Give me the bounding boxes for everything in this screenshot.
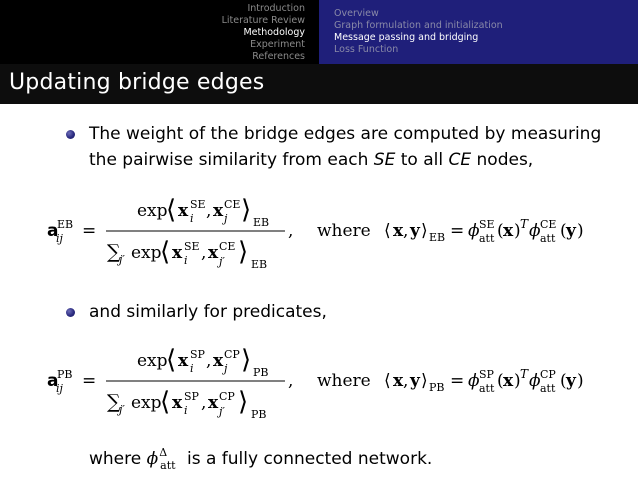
nav-section-introduction[interactable]: Introduction: [247, 3, 305, 14]
svg-text:j′: j′: [219, 255, 225, 268]
svg-text:a: a: [47, 371, 59, 391]
svg-text:EB: EB: [253, 216, 270, 229]
svg-text:CE: CE: [224, 198, 241, 211]
svg-text:y: y: [410, 221, 420, 241]
svg-text:CP: CP: [224, 348, 240, 361]
equation-bridge-predicate: [0, 336, 638, 426]
svg-text:y: y: [566, 371, 576, 391]
svg-text:⟨: ⟨: [384, 221, 391, 241]
svg-text:,: ,: [288, 371, 294, 391]
svg-text:x: x: [393, 371, 404, 391]
svg-text:ϕ: ϕ: [468, 221, 480, 241]
svg-text:x: x: [178, 201, 189, 221]
svg-text:⟩: ⟩: [421, 371, 428, 391]
nav-section-references[interactable]: References: [252, 51, 305, 62]
slide-content: [0, 104, 638, 479]
svg-text:PB: PB: [251, 408, 267, 421]
svg-text:T: T: [520, 367, 529, 381]
svg-text:i: i: [184, 404, 188, 417]
section-nav: [0, 0, 319, 64]
bullet2-text: and similarly for predicates,: [89, 302, 327, 322]
svg-text:ij: ij: [56, 232, 63, 245]
svg-text:⟨: ⟨: [160, 237, 171, 267]
footer-text: where $\phi^\Delta_{att}$ is a fully connected network.: [89, 446, 433, 472]
svg-text:⟩: ⟩: [241, 195, 252, 225]
svg-text:EB: EB: [251, 258, 268, 271]
svg-text:j: j: [224, 362, 228, 375]
svg-text:j: j: [224, 212, 228, 225]
svg-text:(: (: [560, 371, 567, 391]
svg-text:ϕ: ϕ: [468, 371, 480, 391]
svg-text:att: att: [540, 232, 556, 245]
svg-text:ϕ: ϕ: [529, 221, 541, 241]
svg-text:att: att: [479, 382, 495, 395]
svg-text:SP: SP: [184, 390, 199, 403]
svg-text:=: =: [450, 371, 465, 391]
slide-title: Updating bridge edges: [9, 70, 265, 95]
nav-section-experiment[interactable]: Experiment: [250, 39, 305, 50]
svg-text:PB: PB: [253, 366, 269, 379]
svg-text:(: (: [497, 221, 504, 241]
nav-subsection-overview[interactable]: Overview: [334, 8, 379, 19]
svg-text:ϕ: ϕ: [529, 371, 541, 391]
svg-text:): ): [577, 371, 584, 391]
svg-text:y: y: [410, 371, 420, 391]
svg-text:): ): [577, 221, 584, 241]
svg-text:SE: SE: [184, 240, 200, 253]
svg-text:x: x: [208, 393, 219, 413]
svg-text:=: =: [82, 221, 97, 241]
svg-text:x: x: [213, 201, 224, 221]
svg-text:⟨: ⟨: [166, 195, 177, 225]
svg-text:⟩: ⟩: [238, 387, 249, 417]
svg-text:): ): [514, 221, 521, 241]
svg-text:SP: SP: [479, 368, 494, 381]
bullet-icon: [66, 308, 75, 317]
svg-text:∑: ∑: [107, 391, 121, 413]
svg-text:j′: j′: [219, 405, 225, 418]
svg-text:j′: j′: [119, 253, 125, 266]
svg-text:=: =: [82, 371, 97, 391]
svg-text:ij: ij: [56, 382, 63, 395]
svg-text:=: =: [450, 221, 465, 241]
svg-text:,: ,: [201, 393, 207, 413]
svg-text:,: ,: [288, 221, 294, 241]
svg-text:): ): [514, 371, 521, 391]
svg-text:⟩: ⟩: [238, 237, 249, 267]
nav-section-methodology[interactable]: Methodology: [243, 27, 305, 38]
svg-text:att: att: [479, 232, 495, 245]
svg-text:CP: CP: [219, 390, 235, 403]
eq2-where: where: [317, 371, 371, 391]
svg-text:⟩: ⟩: [421, 221, 428, 241]
svg-text:,: ,: [403, 221, 409, 241]
svg-text:x: x: [172, 243, 183, 263]
svg-text:exp: exp: [137, 201, 168, 221]
subsection-nav: [319, 0, 638, 64]
svg-text:,: ,: [206, 201, 212, 221]
nav-section-literature-review[interactable]: Literature Review: [221, 15, 305, 26]
svg-text:i: i: [190, 212, 194, 225]
equation-bridge-entity: [0, 186, 638, 276]
svg-text:SP: SP: [190, 348, 205, 361]
svg-text:exp: exp: [137, 351, 168, 371]
svg-text:SE: SE: [479, 218, 495, 231]
nav-subsection-graph-formulation[interactable]: Graph formulation and initialization: [334, 20, 503, 31]
svg-text:CE: CE: [540, 218, 557, 231]
svg-text:CE: CE: [219, 240, 236, 253]
svg-text:EB: EB: [429, 231, 446, 244]
svg-text:y: y: [566, 221, 576, 241]
bullet1-line2: the pairwise similarity from each SE to all CE nodes,: [89, 150, 534, 170]
svg-text:x: x: [503, 221, 514, 241]
svg-text:CP: CP: [540, 368, 556, 381]
svg-text:x: x: [393, 221, 404, 241]
beamer-header: [0, 0, 638, 64]
svg-text:T: T: [520, 217, 529, 231]
svg-text:a: a: [47, 221, 59, 241]
svg-text:exp: exp: [131, 393, 162, 413]
svg-text:,: ,: [206, 351, 212, 371]
svg-text:⟨: ⟨: [166, 345, 177, 375]
nav-subsection-loss-function[interactable]: Loss Function: [334, 44, 399, 55]
svg-text:x: x: [208, 243, 219, 263]
svg-text:exp: exp: [131, 243, 162, 263]
svg-text:PB: PB: [429, 381, 445, 394]
svg-text:x: x: [172, 393, 183, 413]
svg-text:i: i: [190, 362, 194, 375]
bullet1-line1: The weight of the bridge edges are computed by measuring: [89, 124, 602, 144]
svg-text:∑: ∑: [107, 241, 121, 263]
svg-text:i: i: [184, 254, 188, 267]
svg-text:EB: EB: [57, 218, 74, 231]
svg-text:,: ,: [201, 243, 207, 263]
svg-text:⟨: ⟨: [160, 387, 171, 417]
svg-text:(: (: [560, 221, 567, 241]
svg-text:j′: j′: [119, 403, 125, 416]
nav-subsection-message-passing[interactable]: Message passing and bridging: [334, 32, 479, 43]
frame-title-bar: [0, 64, 638, 104]
svg-text:x: x: [213, 351, 224, 371]
svg-text:(: (: [497, 371, 504, 391]
bullet-icon: [66, 130, 75, 139]
svg-text:SE: SE: [190, 198, 206, 211]
eq1-where: where: [317, 221, 371, 241]
svg-text:x: x: [503, 371, 514, 391]
svg-text:PB: PB: [57, 368, 73, 381]
svg-text:,: ,: [403, 371, 409, 391]
svg-text:⟩: ⟩: [241, 345, 252, 375]
svg-text:⟨: ⟨: [384, 371, 391, 391]
svg-text:x: x: [178, 351, 189, 371]
svg-text:att: att: [540, 382, 556, 395]
